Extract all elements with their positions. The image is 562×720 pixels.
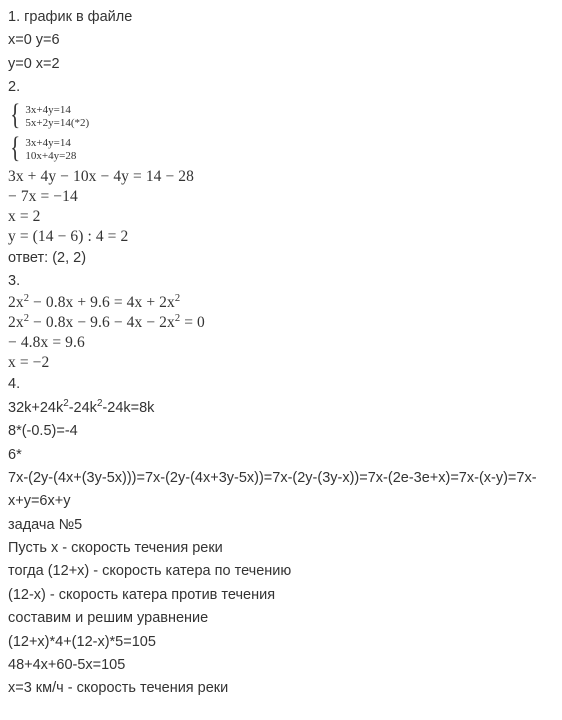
task-5-line: тогда (12+x) - скорость катера по течению	[8, 563, 292, 580]
task-6-title: 6*	[8, 446, 22, 463]
math-line: x = 2	[8, 207, 41, 225]
task-5-line: Пусть x - скорость течения реки	[8, 540, 223, 557]
math-line: $2x^2 - 0.8x + 9.6 = 4x + 2x^2$	[8, 293, 181, 312]
math-line: $2x^2 - 0.8x - 9.6 - 4x - 2x^2 = 0$	[8, 313, 205, 332]
task-4-title: 4.	[8, 376, 21, 393]
math-line: − 7x = −14	[8, 187, 78, 205]
task-3-title: 3.	[8, 272, 21, 289]
math-line: x = −2	[8, 354, 50, 372]
task-5-line: (12-x) - скорость катера против течения	[8, 586, 276, 603]
system-1-eq-1: 3x+4y=14	[25, 103, 71, 116]
task-5-title: задача №5	[8, 516, 83, 533]
task-2-title: 2.	[8, 79, 21, 96]
math-line: − 4.8x = 9.6	[8, 334, 85, 352]
brace-icon: {	[10, 131, 21, 165]
equation-system-1	[8, 98, 556, 133]
task-5-line: (12+x)*4+(12-x)*5=105	[8, 633, 156, 650]
task-4-result: 8*(-0.5)=-4	[8, 423, 78, 440]
task-5-answer: x=3 км/ч - скорость течения реки	[8, 680, 229, 697]
task-6-line-2: x+y=6x+y	[8, 493, 71, 510]
answer-text	[8, 6, 556, 701]
task-1-point-2: y=0 x=2	[8, 55, 60, 72]
system-2-eq-1: 3x+4y=14	[25, 136, 71, 149]
system-1-eq-2: 5x+2y=14(*2)	[25, 116, 90, 129]
task-1-point-1: x=0 y=6	[8, 32, 60, 49]
math-line: y = (14 − 6) : 4 = 2	[8, 227, 129, 245]
task-6-line-1: 7x-(2y-(4x+(3y-5x)))=7x-(2y-(4x+3y-5x))=7x-(2y-(3y-x))=7x-(2e-3e+x)=7x-(x-y)=7x-	[8, 469, 537, 486]
task-4-line: $32k+24k^2-24k^2-24k=8k$	[8, 397, 155, 416]
system-2-eq-2: 10x+4y=28	[25, 149, 77, 162]
brace-icon: {	[10, 98, 21, 132]
equation-system-2	[8, 131, 556, 166]
bottom-edge	[0, 712, 562, 720]
task-5-line: составим и решим уравнение	[8, 610, 209, 627]
math-line: 3x + 4y − 10x − 4y = 14 − 28	[8, 167, 195, 185]
task-5-line: 48+4x+60-5x=105	[8, 657, 126, 674]
task-2-answer: ответ: (2, 2)	[8, 249, 87, 266]
task-1-title: 1. график в файле	[8, 9, 133, 25]
